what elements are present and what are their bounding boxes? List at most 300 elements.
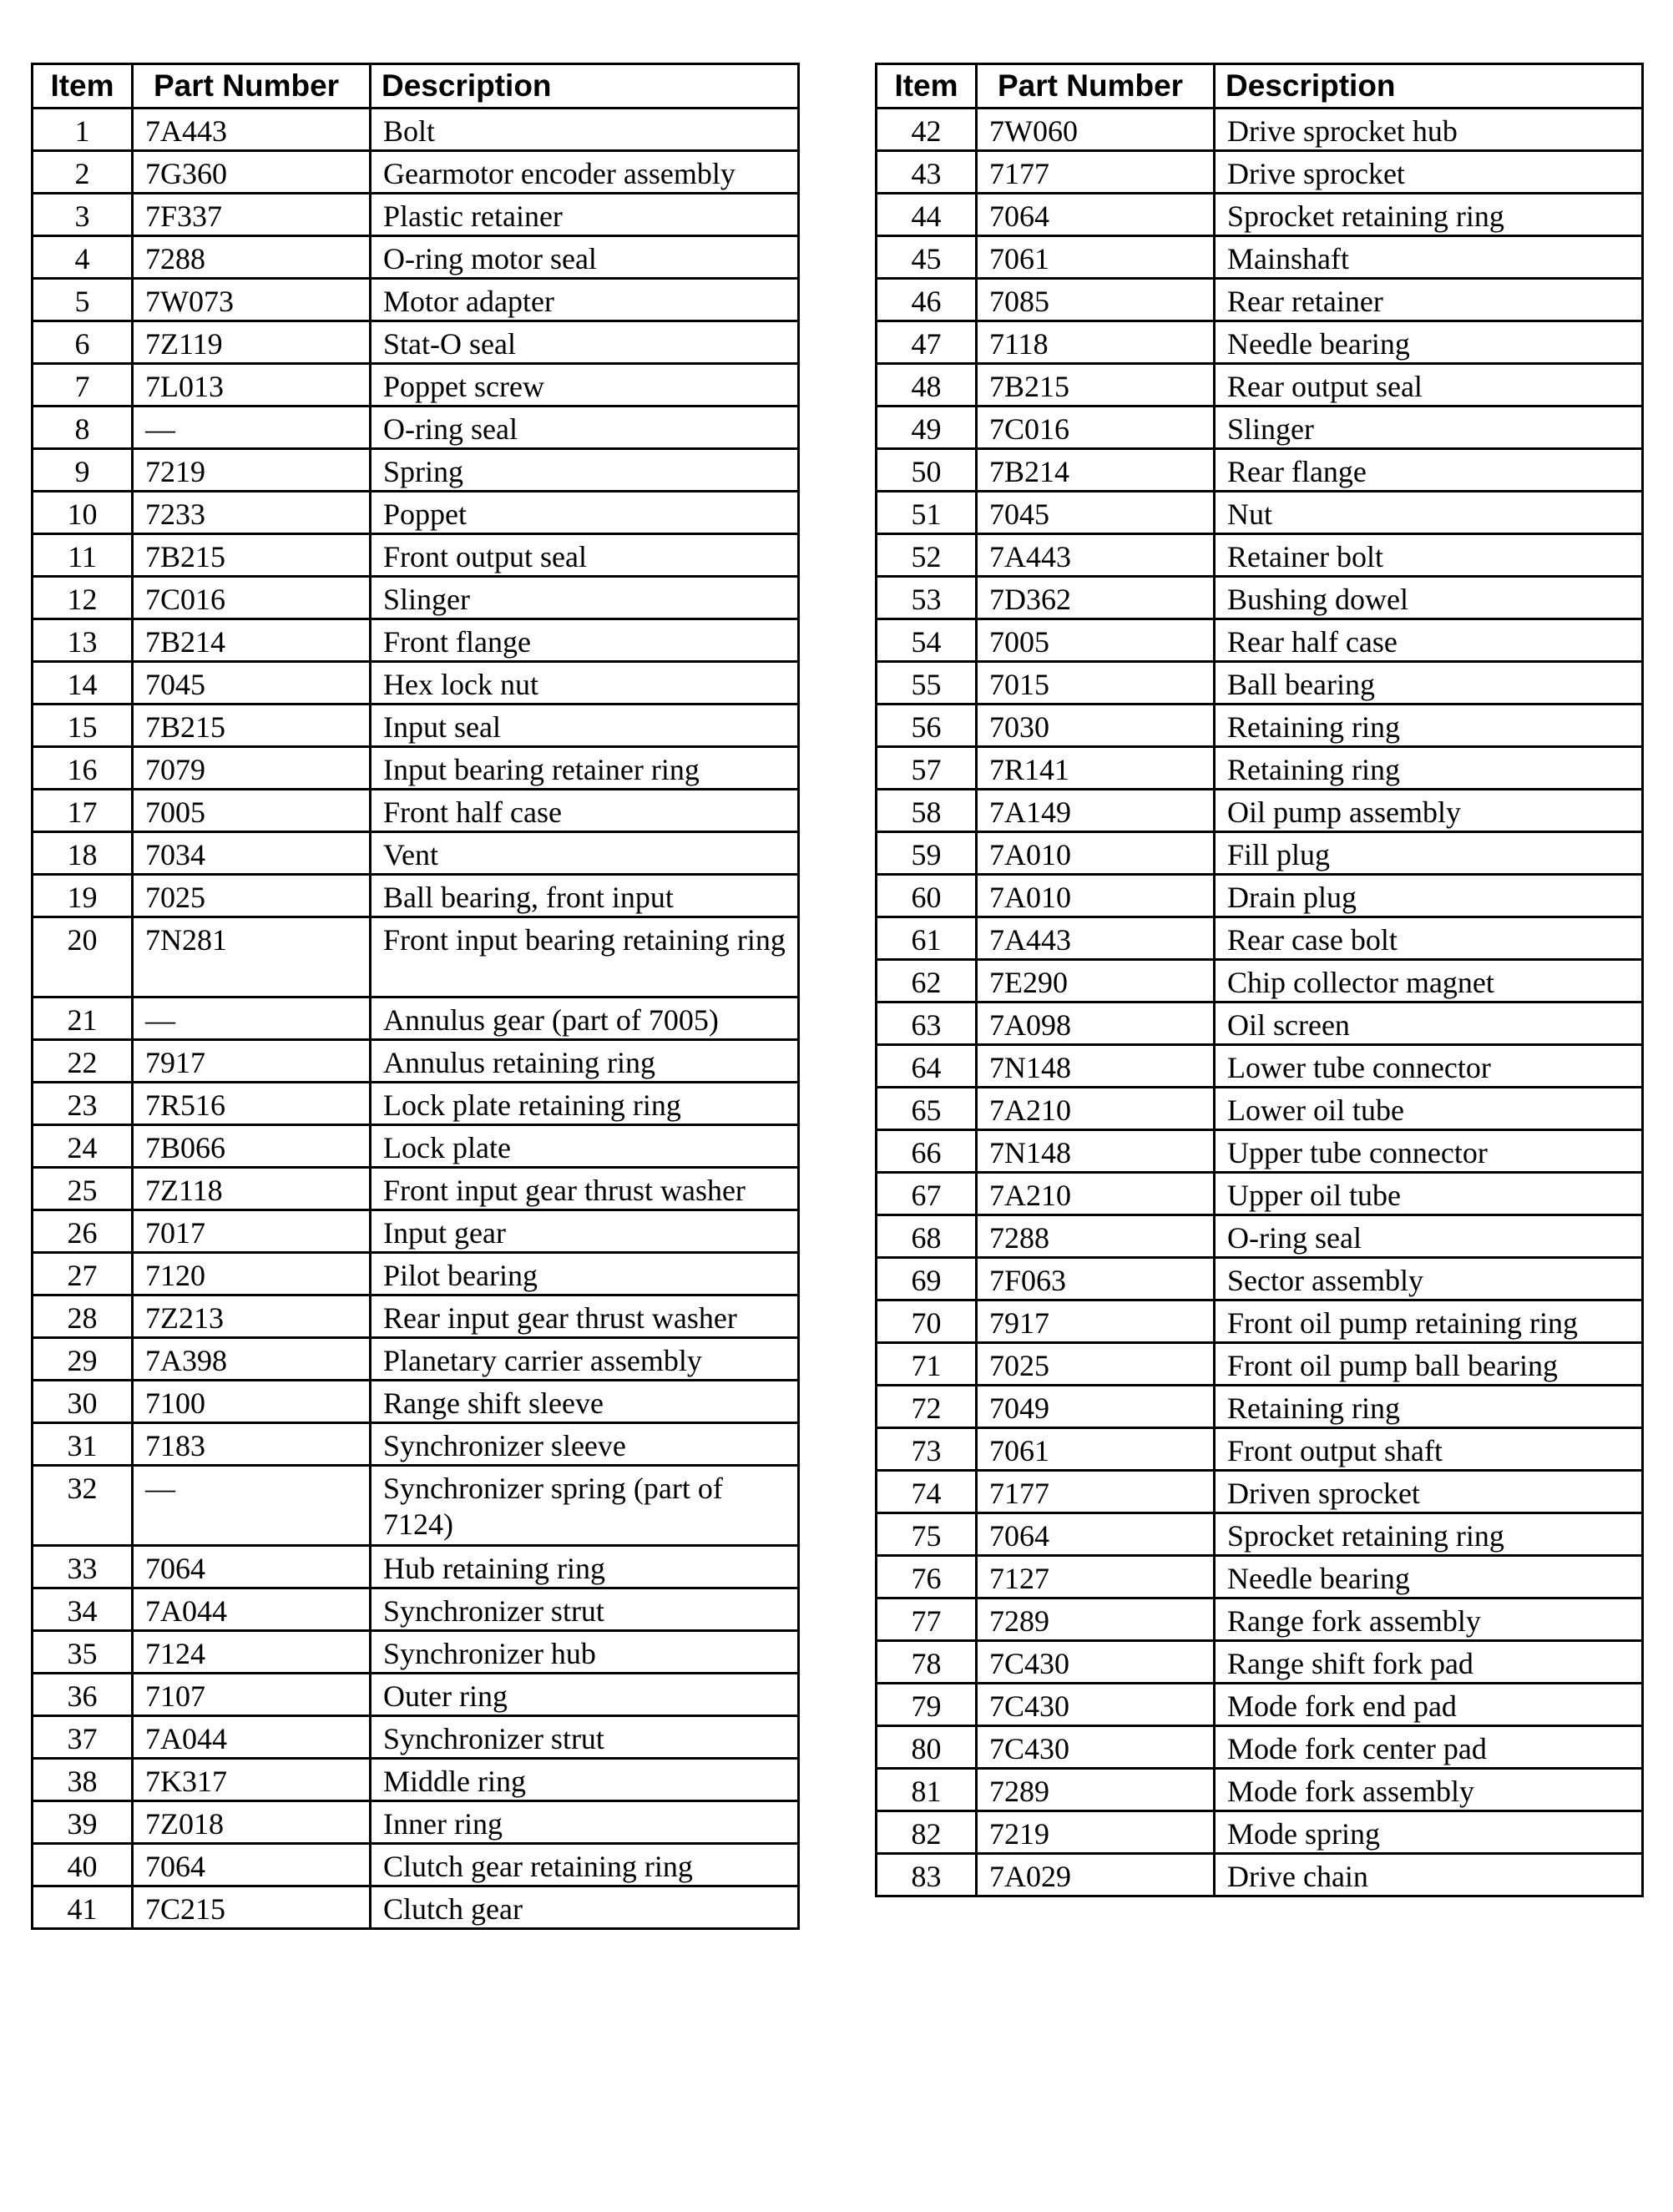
header-description: Description — [1215, 64, 1643, 109]
description-cell: Front output shaft — [1215, 1428, 1643, 1471]
description-cell: Lock plate retaining ring — [371, 1083, 799, 1125]
part-number-cell: 7107 — [133, 1674, 371, 1716]
table-row — [33, 449, 799, 492]
description-cell: Front flange — [371, 619, 799, 662]
description-cell: Bushing dowel — [1215, 577, 1643, 619]
part-number-cell: 7289 — [977, 1769, 1215, 1811]
table-row — [877, 1215, 1643, 1258]
description-cell: Hex lock nut — [371, 662, 799, 705]
description-cell: Mode fork center pad — [1215, 1726, 1643, 1769]
part-number-cell: 7F063 — [977, 1258, 1215, 1300]
table-row — [877, 364, 1643, 407]
part-number-cell: 7917 — [133, 1040, 371, 1083]
description-cell: Front output seal — [371, 534, 799, 577]
part-number-cell: 7B215 — [977, 364, 1215, 407]
table-row — [33, 1674, 799, 1716]
table-row — [33, 109, 799, 151]
part-number-cell: 7C016 — [133, 577, 371, 619]
table-row — [877, 1811, 1643, 1854]
header-part-number: Part Number — [977, 64, 1215, 109]
part-number-cell: 7064 — [977, 1513, 1215, 1556]
table-row — [33, 662, 799, 705]
item-cell: 55 — [877, 662, 977, 705]
description-cell: Drive chain — [1215, 1854, 1643, 1896]
item-cell: 68 — [877, 1215, 977, 1258]
part-number-cell: 7118 — [977, 321, 1215, 364]
description-cell: Mode fork end pad — [1215, 1684, 1643, 1726]
item-cell: 73 — [877, 1428, 977, 1471]
table-row — [877, 1045, 1643, 1088]
table-row — [33, 577, 799, 619]
description-cell: Motor adapter — [371, 279, 799, 321]
table-row — [877, 1428, 1643, 1471]
table-row — [33, 151, 799, 194]
table-row — [33, 1338, 799, 1381]
description-cell: Range fork assembly — [1215, 1598, 1643, 1641]
table-row — [33, 1210, 799, 1253]
table-row — [33, 917, 799, 997]
item-cell: 2 — [33, 151, 133, 194]
item-cell: 71 — [877, 1343, 977, 1386]
description-cell: Range shift sleeve — [371, 1381, 799, 1423]
part-number-cell: — — [133, 1466, 371, 1546]
item-cell: 54 — [877, 619, 977, 662]
table-row — [877, 1641, 1643, 1684]
description-cell: Lower oil tube — [1215, 1088, 1643, 1130]
item-cell: 76 — [877, 1556, 977, 1598]
item-cell: 63 — [877, 1002, 977, 1045]
table-row — [33, 1801, 799, 1844]
description-cell: Spring — [371, 449, 799, 492]
item-cell: 43 — [877, 151, 977, 194]
description-cell: Oil screen — [1215, 1002, 1643, 1045]
table-row — [877, 194, 1643, 236]
part-number-cell: 7B214 — [977, 449, 1215, 492]
item-cell: 70 — [877, 1300, 977, 1343]
description-cell: Input seal — [371, 705, 799, 747]
item-cell: 38 — [33, 1759, 133, 1801]
table-row — [877, 1300, 1643, 1343]
table-row — [877, 1088, 1643, 1130]
table-row — [33, 1125, 799, 1168]
item-cell: 18 — [33, 832, 133, 875]
part-number-cell: 7B066 — [133, 1125, 371, 1168]
description-cell: O-ring motor seal — [371, 236, 799, 279]
item-cell: 46 — [877, 279, 977, 321]
part-number-cell: 7015 — [977, 662, 1215, 705]
part-number-cell: 7233 — [133, 492, 371, 534]
item-cell: 19 — [33, 875, 133, 917]
table-row — [33, 1886, 799, 1929]
table-row — [877, 960, 1643, 1002]
description-cell: Front oil pump retaining ring — [1215, 1300, 1643, 1343]
table-row — [877, 790, 1643, 832]
part-number-cell: 7079 — [133, 747, 371, 790]
description-cell: Input gear — [371, 1210, 799, 1253]
description-cell: Poppet screw — [371, 364, 799, 407]
description-cell: Retaining ring — [1215, 705, 1643, 747]
table-row — [33, 1546, 799, 1588]
part-number-cell: — — [133, 407, 371, 449]
description-cell: Sector assembly — [1215, 1258, 1643, 1300]
description-cell: Driven sprocket — [1215, 1471, 1643, 1513]
table-row — [877, 1769, 1643, 1811]
part-number-cell: 7A210 — [977, 1173, 1215, 1215]
item-cell: 34 — [33, 1588, 133, 1631]
part-number-cell: 7A044 — [133, 1588, 371, 1631]
table-row — [877, 1173, 1643, 1215]
part-number-cell: 7A443 — [977, 917, 1215, 960]
description-cell: Rear output seal — [1215, 364, 1643, 407]
description-cell: Fill plug — [1215, 832, 1643, 875]
item-cell: 39 — [33, 1801, 133, 1844]
description-cell: Retaining ring — [1215, 747, 1643, 790]
part-number-cell: 7030 — [977, 705, 1215, 747]
part-number-cell: 7C215 — [133, 1886, 371, 1929]
item-cell: 1 — [33, 109, 133, 151]
description-cell: Rear input gear thrust washer — [371, 1295, 799, 1338]
item-cell: 26 — [33, 1210, 133, 1253]
item-cell: 47 — [877, 321, 977, 364]
part-number-cell: 7183 — [133, 1423, 371, 1466]
item-cell: 62 — [877, 960, 977, 1002]
item-cell: 29 — [33, 1338, 133, 1381]
table-row — [877, 1726, 1643, 1769]
table-row — [877, 917, 1643, 960]
table-row — [33, 364, 799, 407]
table-row — [33, 1168, 799, 1210]
part-number-cell: 7917 — [977, 1300, 1215, 1343]
part-number-cell: 7C430 — [977, 1726, 1215, 1769]
part-number-cell: 7R516 — [133, 1083, 371, 1125]
table-row — [33, 1716, 799, 1759]
item-cell: 12 — [33, 577, 133, 619]
description-cell: Middle ring — [371, 1759, 799, 1801]
description-cell: Clutch gear — [371, 1886, 799, 1929]
header-item: Item — [33, 64, 133, 109]
table-row — [33, 1759, 799, 1801]
part-number-cell: 7C430 — [977, 1641, 1215, 1684]
description-cell: Drive sprocket hub — [1215, 109, 1643, 151]
item-cell: 75 — [877, 1513, 977, 1556]
description-cell: Oil pump assembly — [1215, 790, 1643, 832]
item-cell: 52 — [877, 534, 977, 577]
item-cell: 9 — [33, 449, 133, 492]
table-row — [877, 662, 1643, 705]
table-row — [877, 492, 1643, 534]
description-cell: Needle bearing — [1215, 1556, 1643, 1598]
item-cell: 30 — [33, 1381, 133, 1423]
part-number-cell: 7N281 — [133, 917, 371, 997]
part-number-cell: 7A443 — [977, 534, 1215, 577]
description-cell: Inner ring — [371, 1801, 799, 1844]
item-cell: 65 — [877, 1088, 977, 1130]
parts-table-right — [875, 63, 1644, 1897]
part-number-cell: 7C430 — [977, 1684, 1215, 1726]
table-row — [33, 1466, 799, 1546]
table-row — [877, 1471, 1643, 1513]
part-number-cell: 7045 — [133, 662, 371, 705]
table-row — [33, 875, 799, 917]
item-cell: 78 — [877, 1641, 977, 1684]
part-number-cell: 7Z018 — [133, 1801, 371, 1844]
description-cell: Mode spring — [1215, 1811, 1643, 1854]
part-number-cell: 7A010 — [977, 875, 1215, 917]
table-row — [877, 1343, 1643, 1386]
part-number-cell: 7A149 — [977, 790, 1215, 832]
item-cell: 31 — [33, 1423, 133, 1466]
description-cell: Annulus retaining ring — [371, 1040, 799, 1083]
item-cell: 53 — [877, 577, 977, 619]
item-cell: 27 — [33, 1253, 133, 1295]
table-row — [877, 1556, 1643, 1598]
part-number-cell: 7005 — [977, 619, 1215, 662]
description-cell: Mode fork assembly — [1215, 1769, 1643, 1811]
description-cell: Annulus gear (part of 7005) — [371, 997, 799, 1040]
item-cell: 64 — [877, 1045, 977, 1088]
table-row — [877, 151, 1643, 194]
table-row — [33, 534, 799, 577]
item-cell: 16 — [33, 747, 133, 790]
item-cell: 44 — [877, 194, 977, 236]
part-number-cell: 7Z118 — [133, 1168, 371, 1210]
part-number-cell: 7R141 — [977, 747, 1215, 790]
item-cell: 83 — [877, 1854, 977, 1896]
table-row — [877, 1513, 1643, 1556]
table-row — [877, 534, 1643, 577]
item-cell: 45 — [877, 236, 977, 279]
item-cell: 35 — [33, 1631, 133, 1674]
description-cell: Chip collector magnet — [1215, 960, 1643, 1002]
description-cell: Vent — [371, 832, 799, 875]
part-number-cell: 7120 — [133, 1253, 371, 1295]
part-number-cell: 7017 — [133, 1210, 371, 1253]
table-row — [33, 747, 799, 790]
description-cell: Hub retaining ring — [371, 1546, 799, 1588]
description-cell: Front input bearing retaining ring — [371, 917, 799, 997]
description-cell: Sprocket retaining ring — [1215, 194, 1643, 236]
table-row — [33, 997, 799, 1040]
description-cell: Synchronizer sleeve — [371, 1423, 799, 1466]
description-cell: Lock plate — [371, 1125, 799, 1168]
part-number-cell: 7G360 — [133, 151, 371, 194]
item-cell: 13 — [33, 619, 133, 662]
table-row — [877, 1598, 1643, 1641]
part-number-cell: 7085 — [977, 279, 1215, 321]
description-cell: Poppet — [371, 492, 799, 534]
table-row — [877, 236, 1643, 279]
part-number-cell: — — [133, 997, 371, 1040]
item-cell: 6 — [33, 321, 133, 364]
item-cell: 21 — [33, 997, 133, 1040]
item-cell: 33 — [33, 1546, 133, 1588]
part-number-cell: 7127 — [977, 1556, 1215, 1598]
part-number-cell: 7A044 — [133, 1716, 371, 1759]
description-cell: Lower tube connector — [1215, 1045, 1643, 1088]
part-number-cell: 7A398 — [133, 1338, 371, 1381]
description-cell: Planetary carrier assembly — [371, 1338, 799, 1381]
part-number-cell: 7288 — [133, 236, 371, 279]
table-row — [33, 1844, 799, 1886]
part-number-cell: 7219 — [133, 449, 371, 492]
part-number-cell: 7A010 — [977, 832, 1215, 875]
table-row — [877, 1258, 1643, 1300]
item-cell: 58 — [877, 790, 977, 832]
part-number-cell: 7045 — [977, 492, 1215, 534]
part-number-cell: 7064 — [977, 194, 1215, 236]
item-cell: 17 — [33, 790, 133, 832]
table-row — [877, 619, 1643, 662]
description-cell: Mainshaft — [1215, 236, 1643, 279]
item-cell: 32 — [33, 1466, 133, 1546]
description-cell: Plastic retainer — [371, 194, 799, 236]
part-number-cell: 7L013 — [133, 364, 371, 407]
table-row — [33, 619, 799, 662]
item-cell: 23 — [33, 1083, 133, 1125]
description-cell: Retaining ring — [1215, 1386, 1643, 1428]
part-number-cell: 7049 — [977, 1386, 1215, 1428]
description-cell: O-ring seal — [1215, 1215, 1643, 1258]
description-cell: Outer ring — [371, 1674, 799, 1716]
part-number-cell: 7D362 — [977, 577, 1215, 619]
part-number-cell: 7288 — [977, 1215, 1215, 1258]
item-cell: 10 — [33, 492, 133, 534]
part-number-cell: 7034 — [133, 832, 371, 875]
description-cell: Rear retainer — [1215, 279, 1643, 321]
part-number-cell: 7N148 — [977, 1045, 1215, 1088]
item-cell: 66 — [877, 1130, 977, 1173]
description-cell: Stat-O seal — [371, 321, 799, 364]
part-number-cell: 7005 — [133, 790, 371, 832]
part-number-cell: 7B215 — [133, 705, 371, 747]
item-cell: 15 — [33, 705, 133, 747]
part-number-cell: 7124 — [133, 1631, 371, 1674]
part-number-cell: 7W073 — [133, 279, 371, 321]
item-cell: 28 — [33, 1295, 133, 1338]
item-cell: 36 — [33, 1674, 133, 1716]
item-cell: 8 — [33, 407, 133, 449]
description-cell: Upper oil tube — [1215, 1173, 1643, 1215]
table-row — [33, 1040, 799, 1083]
table-row — [877, 1854, 1643, 1896]
item-cell: 67 — [877, 1173, 977, 1215]
part-number-cell: 7025 — [977, 1343, 1215, 1386]
table-row — [877, 321, 1643, 364]
description-cell: Synchronizer strut — [371, 1716, 799, 1759]
table-row — [877, 1002, 1643, 1045]
description-cell: Input bearing retainer ring — [371, 747, 799, 790]
part-number-cell: 7W060 — [977, 109, 1215, 151]
part-number-cell: 7B214 — [133, 619, 371, 662]
table-row — [877, 832, 1643, 875]
table-row — [33, 1588, 799, 1631]
item-cell: 24 — [33, 1125, 133, 1168]
item-cell: 20 — [33, 917, 133, 997]
table-row — [33, 832, 799, 875]
table-row — [33, 236, 799, 279]
part-number-cell: 7064 — [133, 1546, 371, 1588]
table-row — [877, 407, 1643, 449]
part-number-cell: 7061 — [977, 1428, 1215, 1471]
item-cell: 7 — [33, 364, 133, 407]
description-cell: Gearmotor encoder assembly — [371, 151, 799, 194]
item-cell: 40 — [33, 1844, 133, 1886]
table-row — [877, 279, 1643, 321]
part-number-cell: 7Z213 — [133, 1295, 371, 1338]
description-cell: Rear half case — [1215, 619, 1643, 662]
description-cell: Slinger — [1215, 407, 1643, 449]
description-cell: Pilot bearing — [371, 1253, 799, 1295]
description-cell: Drive sprocket — [1215, 151, 1643, 194]
table-row — [33, 492, 799, 534]
description-cell: Synchronizer spring (part of 7124) — [371, 1466, 799, 1546]
table-row — [33, 1631, 799, 1674]
header-row — [877, 64, 1643, 109]
part-number-cell: 7025 — [133, 875, 371, 917]
table-row — [33, 1083, 799, 1125]
description-cell: Ball bearing, front input — [371, 875, 799, 917]
table-row — [33, 194, 799, 236]
description-cell: Slinger — [371, 577, 799, 619]
table-row — [877, 705, 1643, 747]
description-cell: Synchronizer hub — [371, 1631, 799, 1674]
item-cell: 60 — [877, 875, 977, 917]
description-cell: Nut — [1215, 492, 1643, 534]
description-cell: Synchronizer strut — [371, 1588, 799, 1631]
part-number-cell: 7061 — [977, 236, 1215, 279]
item-cell: 49 — [877, 407, 977, 449]
description-cell: Front input gear thrust washer — [371, 1168, 799, 1210]
description-cell: O-ring seal — [371, 407, 799, 449]
table-row — [877, 1684, 1643, 1726]
description-cell: Upper tube connector — [1215, 1130, 1643, 1173]
header-item: Item — [877, 64, 977, 109]
part-number-cell: 7177 — [977, 151, 1215, 194]
part-number-cell: 7B215 — [133, 534, 371, 577]
item-cell: 4 — [33, 236, 133, 279]
part-number-cell: 7C016 — [977, 407, 1215, 449]
part-number-cell: 7A029 — [977, 1854, 1215, 1896]
description-cell: Rear flange — [1215, 449, 1643, 492]
part-number-cell: 7100 — [133, 1381, 371, 1423]
item-cell: 3 — [33, 194, 133, 236]
part-number-cell: 7064 — [133, 1844, 371, 1886]
part-number-cell: 7A098 — [977, 1002, 1215, 1045]
item-cell: 50 — [877, 449, 977, 492]
item-cell: 79 — [877, 1684, 977, 1726]
part-number-cell: 7289 — [977, 1598, 1215, 1641]
table-row — [877, 1386, 1643, 1428]
item-cell: 69 — [877, 1258, 977, 1300]
item-cell: 81 — [877, 1769, 977, 1811]
part-number-cell: 7177 — [977, 1471, 1215, 1513]
item-cell: 51 — [877, 492, 977, 534]
part-number-cell: 7Z119 — [133, 321, 371, 364]
header-description: Description — [371, 64, 799, 109]
description-cell: Range shift fork pad — [1215, 1641, 1643, 1684]
table-row — [33, 1253, 799, 1295]
table-row — [33, 1381, 799, 1423]
table-row — [877, 875, 1643, 917]
item-cell: 5 — [33, 279, 133, 321]
description-cell: Bolt — [371, 109, 799, 151]
header-row — [33, 64, 799, 109]
item-cell: 61 — [877, 917, 977, 960]
table-row — [877, 449, 1643, 492]
item-cell: 56 — [877, 705, 977, 747]
item-cell: 22 — [33, 1040, 133, 1083]
item-cell: 14 — [33, 662, 133, 705]
